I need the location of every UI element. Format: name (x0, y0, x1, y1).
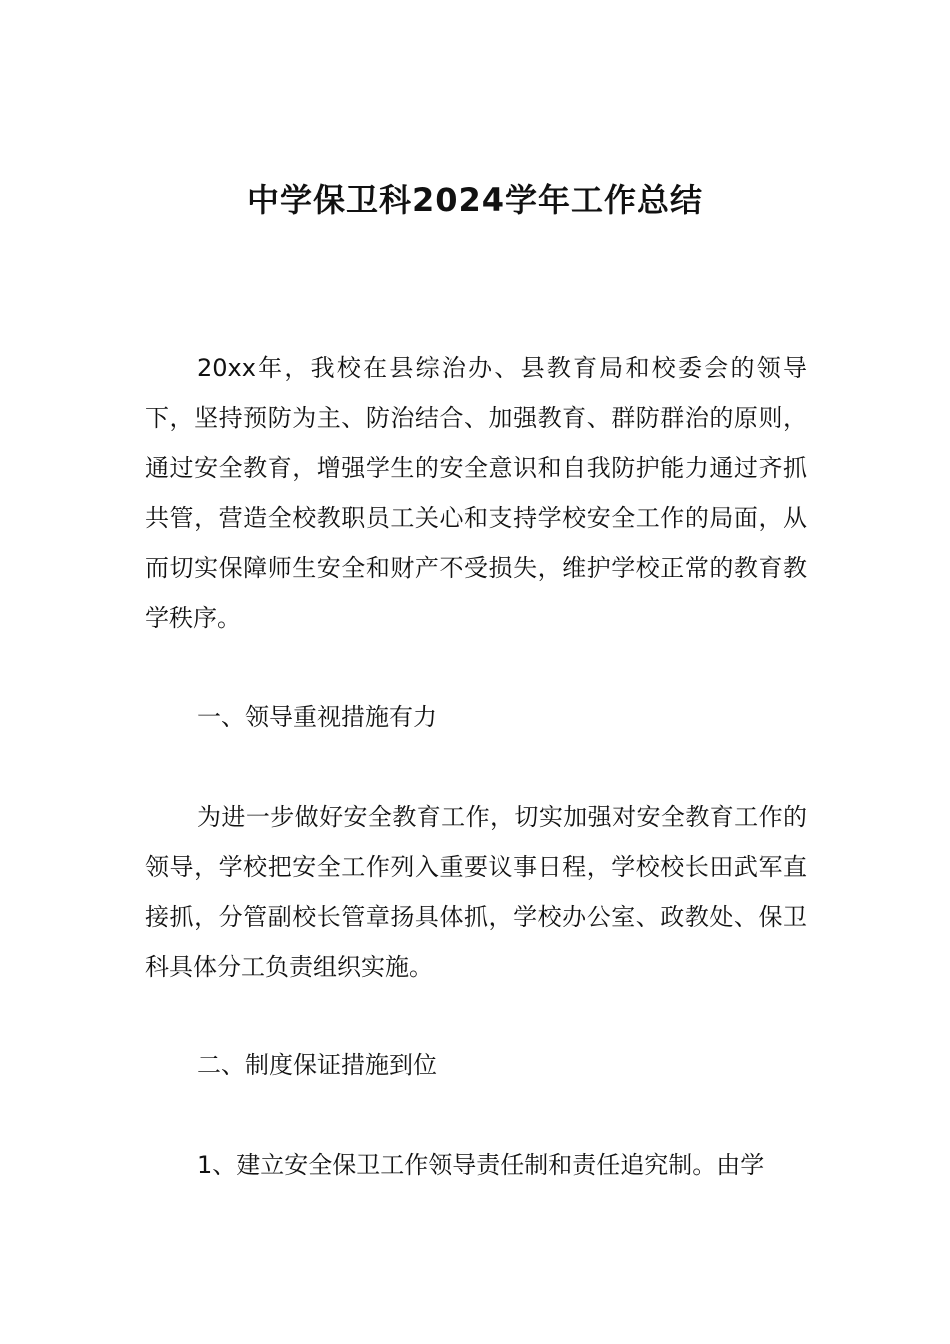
section-1-paragraph: 为进一步做好安全教育工作，切实加强对安全教育工作的领导，学校把安全工作列入重要议事日程，学校校长田武军直接抓，分管副校长管章扬具体抓，学校办公室、政教处、保卫科具体分工负责组织实施。 (145, 803, 807, 981)
section-2-item-1: 1、建立安全保卫工作领导责任制和责任追究制。由学 (197, 1151, 765, 1179)
section-heading-2: 二、制度保证措施到位 (197, 1051, 437, 1079)
section-heading-1: 一、领导重视措施有力 (197, 703, 437, 731)
document-title: 中学保卫科2024学年工作总结 (246, 181, 704, 220)
intro-paragraph: 20xx年，我校在县综治办、县教育局和校委会的领导下，坚持预防为主、防治结合、加强教育、群防群治的原则，通过安全教育，增强学生的安全意识和自我防护能力通过齐抓共管，营造全校教职员工关心和支持学校安全工作的局面，从而切实保障师生安全和财产不受损失，维护学校正常的教育教学秩序。 (145, 354, 807, 632)
